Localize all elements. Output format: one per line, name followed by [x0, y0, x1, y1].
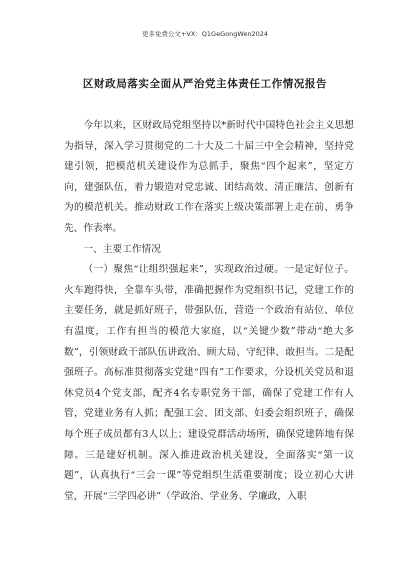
document-title: 区财政局落实全面从严治党主体责任工作情况报告	[82, 78, 328, 90]
document-body	[64, 116, 354, 507]
intro-paragraph: 今年以来，区财政局党组坚持以*新时代中国特色社会主义思想为指导，深入学习贯彻党的二十大及二十届三中全会精神，坚持党建引领，把模范机关建设作为总抓手，聚焦“四个起来”，坚定方向，建强队伍，着力锻造对党忠诚、团结高效、清正廉洁、创新有为的模范机关。推动财政工作在落实上级决策部署上走在前、勇争先、作表率。	[64, 120, 354, 234]
section-paragraph: （一）聚焦“让组织强起来”，实现政治过硬。一是定好位子。火车跑得快，全靠车头带，准确把握作为党组织书记，党建工作的主要任务，就是抓好班子，带强队伍，营造一个政治有站位、单位有温度，工作有担当的模范大家庭，以“关键少数”带动“绝大多数”，引领财政干部队伍讲政治、顾大局、守纪律、敢担当。二是配强班子。高标准贯彻落实党建“四有”工作要求，分设机关党员和退休党员4个党支部，配齐4名专职党务干部，确保了党建工作有人管，党建业务有人抓；配强工会、团支部、妇委会组织班子，确保每个班子成员都有3人以上；建设党群活动场所，确保党建阵地有保障。三是建好机制。深入推进政治机关建设，全面落实“第一议题”，认真执行“三会一课”等党组织生活重要制度；设立初心大讲堂，开展“三学四必讲”（学政治、学业务、学廉政，入职	[64, 264, 354, 502]
page-header: 更多免费公文+VX：Q1GeGongWen2024	[141, 30, 269, 38]
section-heading: 一、主要工作情况	[83, 243, 161, 255]
